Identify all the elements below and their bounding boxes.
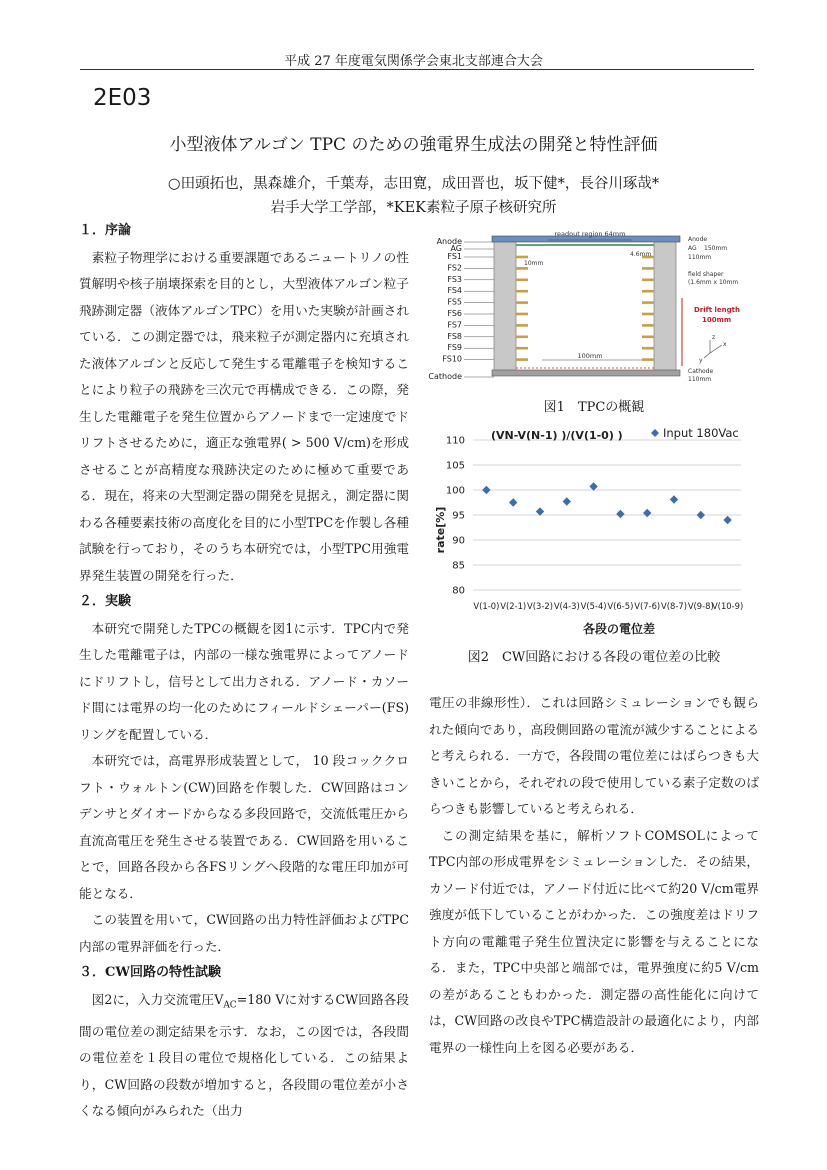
drift-length-value: 100mm — [702, 316, 732, 324]
dim-4-6-label: 4.6mm — [630, 251, 652, 258]
fs-ring-right — [642, 290, 654, 293]
cw-test-paragraph-1-continued: 電圧の非線形性）．これは回路シミュレーションでも観られた傾向であり，高段側回路の電流が減少することによると考えられる．一方で，各段間の電位差にはばらつきも大きいことから，それぞれの段で使用している素子定数のばらつきも影響していると考えられる． — [429, 695, 759, 816]
right-column — [429, 690, 759, 1061]
cw-test-heading: ３．CW回路の特性試験 — [79, 965, 221, 980]
cw-rate-chart — [429, 422, 759, 644]
y-tick-label: 110 — [445, 435, 465, 447]
right-support-frame — [654, 240, 676, 374]
fs-ring-left — [516, 279, 528, 282]
fs-label: Cathode — [428, 372, 462, 381]
fs-ring-right — [642, 313, 654, 316]
legend-marker — [651, 429, 659, 437]
x-axis-label: 各段の電位差 — [582, 622, 656, 636]
field-shaper-note-1: field shaper — [688, 271, 724, 278]
x-tick-label: V(2-1) — [500, 601, 527, 611]
fs-ring-left — [516, 324, 528, 327]
y-tick-label: 90 — [452, 535, 465, 547]
y-tick-label: 80 — [452, 585, 465, 597]
right-ag-label: AG — [688, 245, 697, 252]
readout-region-label: readout region 64mm — [554, 230, 626, 238]
fs-label: FS8 — [447, 331, 462, 341]
authors: ○田頭拓也，黒森雄介，千葉寿，志田寛，成田晋也，坂下健*，長谷川琢哉* — [167, 176, 660, 192]
fs-ring-right — [642, 301, 654, 304]
dim-150-label: 150mm — [704, 245, 728, 252]
figure1-caption: 図1 TPCの概観 — [543, 400, 645, 415]
cw-text-b: =180 Vに対するCW回路各段間の電位差の測定結果を示す．なお，この図では，各段間の電位差を１段目の電位で規格化している．この結果より，CW回路の段数が増加すると，各段間の電位差が小さくなる傾向がみられた（出力 — [79, 991, 409, 1119]
conference-header: 平成 27 年度電気関係学会東北支部連合大会 — [284, 54, 543, 69]
experiment-heading: ２．実験 — [79, 594, 132, 609]
axis-y-label: y — [699, 357, 703, 364]
x-tick-label: V(8-7) — [661, 601, 687, 611]
data-point — [697, 511, 705, 519]
x-tick-label: V(4-3) — [553, 601, 580, 611]
x-tick-label: V(9-8) — [687, 601, 714, 611]
x-tick-label: V(5-4) — [580, 601, 607, 611]
fs-ring-left — [516, 313, 528, 316]
y-axis-label: rate[%] — [434, 506, 447, 554]
right-cathode-label: Cathode — [688, 368, 714, 375]
paper-id: 2E03 — [93, 85, 152, 111]
fs-ring-right — [642, 324, 654, 327]
fs-label: FS9 — [447, 343, 462, 353]
axis-z-label: z — [712, 334, 716, 341]
data-point — [509, 498, 517, 506]
intro-heading: １．序論 — [79, 223, 132, 238]
dim-100-label: 100mm — [577, 352, 603, 360]
fs-label: FS1 — [447, 252, 462, 261]
fs-label-group — [428, 237, 494, 381]
data-point — [616, 510, 624, 518]
chart-title: (VN-V(N-1) )/(V(1-0) ) — [491, 429, 623, 442]
fs-ring-left — [516, 336, 528, 339]
y-tick-label: 105 — [445, 460, 465, 472]
fs-label: FS10 — [442, 354, 462, 364]
fs-label: Anode — [436, 237, 462, 246]
fs-ring-right — [642, 279, 654, 282]
fs-label: FS3 — [447, 274, 462, 284]
y-tick-label: 100 — [445, 485, 465, 497]
fs-ring-right — [642, 347, 654, 350]
left-column — [79, 218, 409, 1125]
data-point — [536, 507, 544, 515]
experiment-paragraph-3: この装置を用いて，CW回路の出力特性評価およびTPC内部の電界評価を行った． — [79, 912, 409, 954]
data-point — [723, 516, 731, 524]
data-point — [563, 497, 571, 505]
dim-110-bottom-label: 110mm — [688, 376, 712, 383]
cw-text-a: 図2に，入力交流電圧V — [91, 991, 224, 1007]
figure2-caption: 図2 CW回路における各段の電位差の比較 — [467, 650, 721, 665]
data-point — [482, 486, 490, 494]
fs-ring-left — [516, 301, 528, 304]
field-shaper-rings — [516, 256, 654, 361]
axis-x-label: x — [723, 341, 727, 348]
y-tick-label: 85 — [452, 560, 465, 572]
dim-110-top-label: 110mm — [688, 254, 712, 261]
fs-label: FS6 — [447, 309, 462, 318]
cw-test-paragraph-1 — [79, 987, 409, 1125]
fs-ring-right — [642, 358, 654, 361]
fs-ring-right — [642, 267, 654, 270]
intro-paragraph: 素粒子物理学における重要課題であるニュートリノの性質解明や核子崩壊探索を目的とし，大型液体アルゴン粒子飛跡測定器（液体アルゴンTPC）を用いた実験が計画されている．この測定器では，飛来粒子が測定器内に充填された液体アルゴンと反応して発生する電離電子を検知することにより粒子の飛跡を三次元で再構成できる．この際，発生した電離電子を発生位置からアノードまで一定速度でドリフトさせるために，適正な強電界( > 500 V/cm)を形成させることが高精度な飛跡決定のために極めて重要である．現在，将来の大型測定器の開発を見据え，測定器に関わる各種要素技術の高度化を目的に小型TPCを作製し各種試験を行っており，そのうち本研究では，小型TPC用強電界発生装置の開発を行った． — [79, 249, 409, 583]
x-tick-label: V(6-5) — [607, 601, 634, 611]
fs-ring-left — [516, 267, 528, 270]
y-tick-label: 95 — [452, 510, 465, 522]
experiment-paragraph-1: 本研究で開発したTPCの概観を図1に示す．TPC内で発生した電離電子は，内部の一様な強電界によってアノードにドリフトし，信号として出力される．アノード・カソード間には電界の均一化のためにフィールドシェーパー(FS)リングを配置している． — [79, 620, 409, 742]
right-anode-label: Anode — [688, 236, 708, 243]
fs-label: AG — [450, 244, 462, 253]
data-point — [589, 482, 597, 490]
legend-label: Input 180Vac — [663, 426, 739, 440]
x-tick-label: V(3-2) — [527, 601, 553, 611]
fs-label: FS7 — [447, 320, 462, 330]
data-point — [643, 509, 651, 517]
dim-10-label: 10mm — [524, 260, 544, 267]
fs-ring-left — [516, 256, 528, 259]
experiment-paragraph-2: 本研究では，高電界形成装置として， 10 段コッククロフト・ウォルトン(CW)回路を作製した．CW回路はコンデンサとダイオードからなる多段回路で，交流低電圧から直流高電圧を発生させる装置である．CW回路を用いることで，回路各段から各FSリングへ段階的な電圧印加が可能となる． — [79, 753, 409, 901]
y-tick-labels — [446, 436, 465, 597]
header-rule — [80, 69, 754, 70]
fs-ring-left — [516, 358, 528, 361]
affiliation: 岩手大学工学部，*KEK素粒子原子核研究所 — [270, 200, 557, 216]
x-tick-label: V(7-6) — [634, 601, 661, 611]
series-points — [482, 482, 732, 524]
fs-label: FS5 — [447, 297, 462, 307]
field-shaper-note-2: (1.6mm x 10mm — [688, 279, 739, 286]
fs-label: FS2 — [447, 263, 462, 273]
drift-length-label: Drift length — [694, 306, 740, 314]
data-point — [670, 495, 678, 503]
fs-label: FS4 — [447, 286, 462, 296]
x-tick-label: V(10-9) — [711, 601, 744, 611]
left-support-frame — [494, 240, 516, 374]
cw-test-paragraph-2: この測定結果を基に，解析ソフトCOMSOLによってTPC内部の形成電界をシミュレーションした．その結果，カソード付近では，アノード付近に比べて約20 V/cm電界強度が低下していることがわかった．この強度差はドリフト方向の電離電子発生位置決定に影響を与えることになる．また，TPC中央部と端部では，電界強度に約5 V/cmの差があることもわかった．測定器の高性能化に向けては，CW回路の改良やTPC構造設計の最適化により，内部電界の一様性向上を図る必要がある． — [429, 827, 759, 1055]
fs-ring-left — [516, 347, 528, 350]
fs-ring-left — [516, 290, 528, 293]
cathode-plate — [492, 370, 680, 376]
fs-ring-right — [642, 336, 654, 339]
axis-x-line — [710, 345, 722, 353]
x-tick-label: V(1-0) — [473, 601, 500, 611]
axis-y-line — [704, 353, 710, 358]
paper-title: 小型液体アルゴン TPC のための強電界生成法の開発と特性評価 — [169, 135, 658, 155]
cw-text-sub: AC — [223, 1000, 237, 1011]
tpc-schematic-figure — [428, 228, 762, 388]
x-tick-labels — [473, 601, 743, 611]
